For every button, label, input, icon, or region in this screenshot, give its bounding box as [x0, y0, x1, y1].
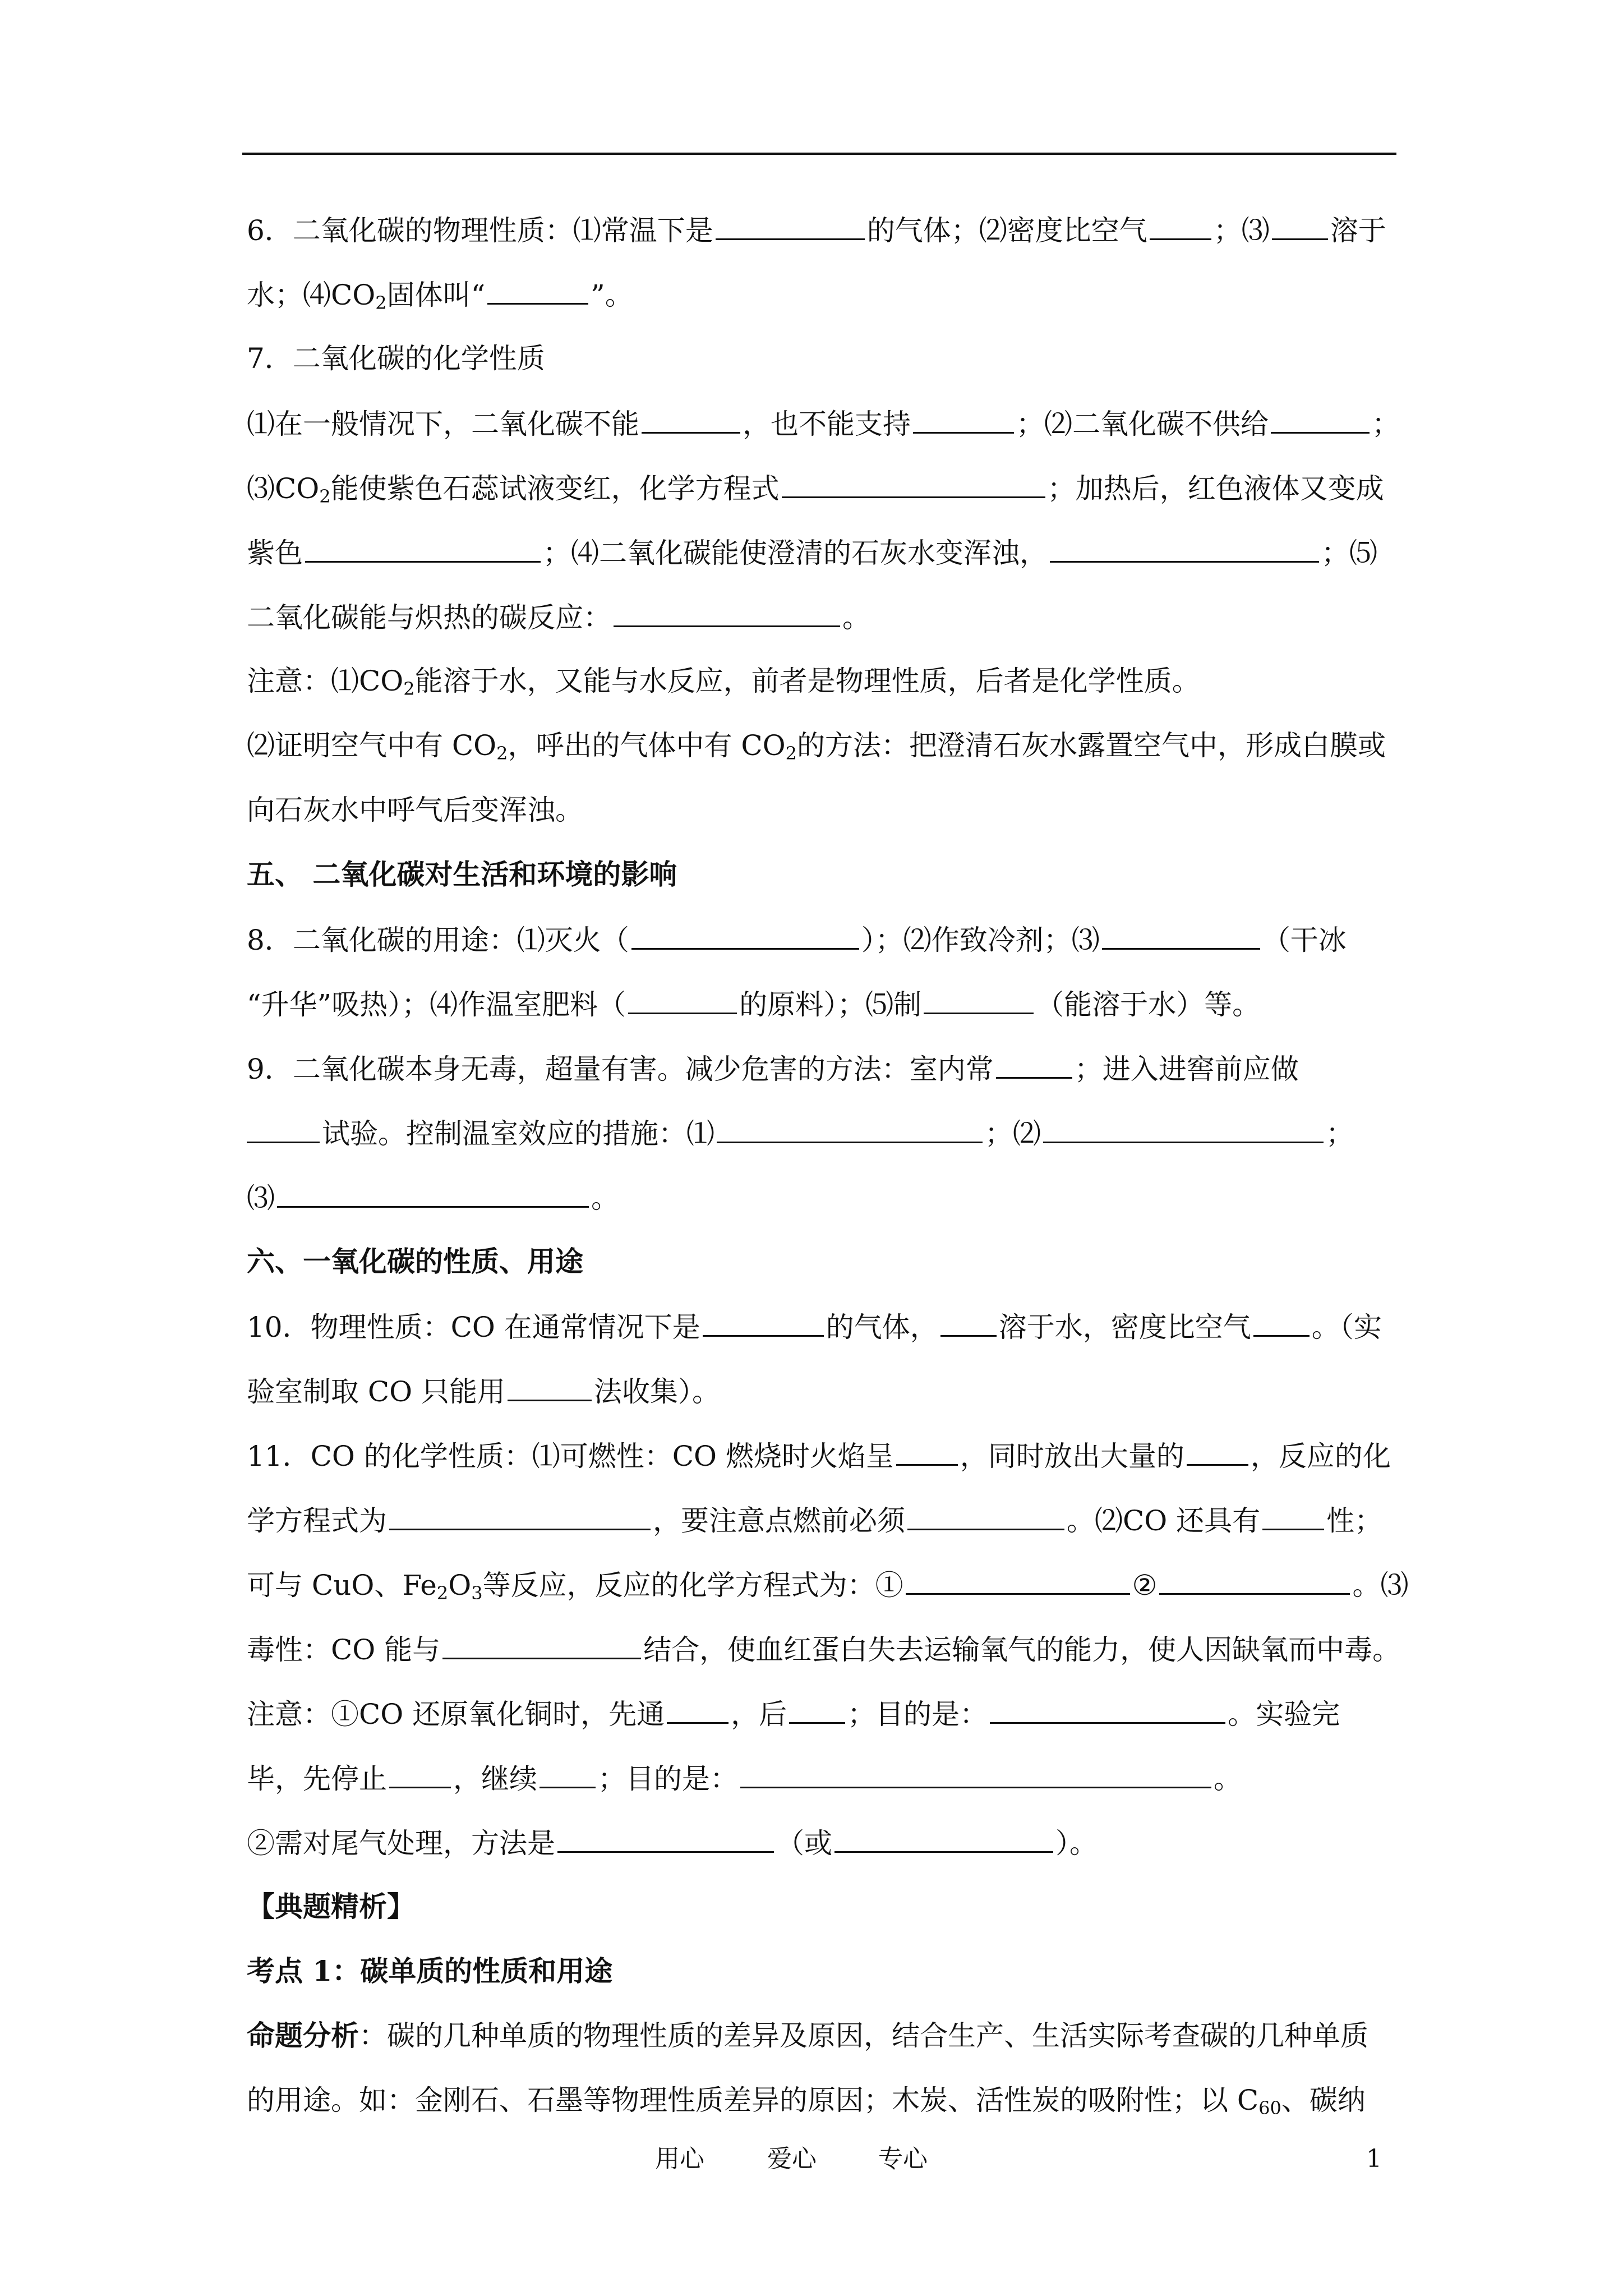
examples-heading: 【典题精析】	[247, 1890, 415, 1923]
answer-blank[interactable]	[487, 277, 588, 305]
answer-blank[interactable]	[277, 1180, 589, 1208]
answer-blank[interactable]	[557, 1825, 774, 1853]
q10-line-1: 10．物理性质：CO 在通常情况下是 的气体， 溶于水，密度比空气 。（实	[247, 1309, 1382, 1344]
note2-line-3: ②需对尾气处理，方法是 （或 ）。	[247, 1825, 1098, 1860]
q7-line-4: 二氧化碳能与炽热的碳反应： 。	[247, 600, 870, 634]
answer-blank[interactable]	[1159, 1567, 1350, 1595]
answer-blank[interactable]	[1043, 1116, 1324, 1143]
header-rule	[242, 153, 1396, 155]
footer-text: 用心	[655, 2145, 704, 2173]
answer-blank[interactable]	[1150, 213, 1211, 240]
q7-line-3: 紫色 ；⑷二氧化碳能使澄清的石灰水变浑浊， ；⑸	[247, 535, 1377, 570]
answer-blank[interactable]	[940, 1309, 997, 1337]
answer-blank[interactable]	[1050, 535, 1319, 563]
q11-line-1: 11．CO 的化学性质：⑴可燃性：CO 燃烧时火焰呈 ，同时放出大量的 ，反应的化	[247, 1438, 1391, 1473]
answer-blank[interactable]	[614, 600, 840, 627]
q7-line-2: $⑶CO_2$能使紫色石蕊试液变红，化学方程式 ；加热后，红色液体又变成	[247, 471, 1384, 513]
q8-line-1: 8．二氧化碳的用途：⑴灭火（ ）；⑵作致冷剂；⑶ （干冰	[247, 922, 1347, 957]
answer-blank[interactable]	[1102, 922, 1260, 950]
note2-line-1: 注意：①CO 还原氧化铜时，先通 ，后 ；目的是： 。实验完	[247, 1696, 1340, 1731]
answer-blank[interactable]	[717, 1116, 983, 1143]
footer-text: 专心	[878, 2145, 928, 2173]
q7-line-1: ⑴在一般情况下，二氧化碳不能 ，也不能支持 ；⑵二氧化碳不供给 ；	[247, 406, 1400, 441]
answer-blank[interactable]	[628, 987, 737, 1014]
analysis-line-1: 命题分析：碳的几种单质的物理性质的差异及原因，结合生产、生活实际考查碳的几种单质	[247, 2019, 1368, 2052]
answer-blank[interactable]	[667, 1696, 728, 1724]
q9-line-3: ⑶ 。	[247, 1180, 619, 1215]
answer-blank[interactable]	[703, 1309, 824, 1337]
q11-line-2: 学方程式为 ，要注意点燃前必须 。⑵CO 还具有 性；	[247, 1503, 1382, 1538]
answer-blank[interactable]	[913, 406, 1014, 434]
answer-blank[interactable]	[247, 1116, 320, 1143]
q7-title: 7．二氧化碳的化学性质	[247, 342, 545, 375]
answer-blank[interactable]	[834, 1825, 1053, 1853]
section-heading: 五、 二氧化碳对生活和环境的影响	[247, 858, 677, 891]
answer-blank[interactable]	[740, 1761, 1211, 1788]
section-heading: 六、一氧化碳的性质、用途	[247, 1245, 583, 1278]
q11-line-3: 可与 CuO、$Fe_2O_3$等反应，反应的化学方程式为：① ② 。⑶	[247, 1567, 1408, 1610]
footer-text: 爱心	[767, 2145, 817, 2173]
answer-blank[interactable]	[996, 1051, 1072, 1079]
answer-blank[interactable]	[896, 1438, 958, 1466]
answer-blank[interactable]	[442, 1632, 641, 1659]
q6-line-1: 6．二氧化碳的物理性质：⑴常温下是 的气体；⑵密度比空气 ；⑶ 溶于	[247, 213, 1386, 247]
q10-line-2: 验室制取 CO 只能用 法收集）。	[247, 1374, 720, 1409]
answer-blank[interactable]	[1271, 406, 1370, 434]
answer-blank[interactable]	[389, 1503, 651, 1530]
answer-blank[interactable]	[305, 535, 541, 563]
answer-blank[interactable]	[782, 471, 1045, 498]
answer-blank[interactable]	[540, 1761, 596, 1788]
note1-line-2: ⑵证明空气中有 $CO_2$，呼出的气体中有 $CO_2$的方法：把澄清石灰水露置空气中，形成白膜或	[247, 729, 1386, 764]
answer-blank[interactable]	[924, 987, 1034, 1014]
answer-blank[interactable]	[1262, 1503, 1324, 1530]
answer-blank[interactable]	[990, 1696, 1225, 1724]
answer-blank[interactable]	[1272, 213, 1328, 240]
answer-blank[interactable]	[716, 213, 865, 240]
q6-line-2: 水；$⑷CO_2$固体叫“ ”。	[247, 277, 633, 320]
q9-line-1: 9．二氧化碳本身无毒，超量有害。减少危害的方法：室内常 ；进入进窖前应做	[247, 1051, 1299, 1086]
answer-blank[interactable]	[1187, 1438, 1248, 1466]
q8-line-2: “升华”吸热）；⑷作温室肥料（ 的原料）；⑸制 （能溶于水）等。	[247, 987, 1260, 1022]
analysis-line-2: 的用途。如：金刚石、石墨等物理性质差异的原因；木炭、活性炭的吸附性；以 $C_{60}$、碳纳	[247, 2084, 1366, 2119]
note1-line-1: 注意：$⑴CO_2$能溶于水，又能与水反应，前者是物理性质，后者是化学性质。	[247, 665, 1200, 700]
answer-blank[interactable]	[508, 1374, 592, 1401]
q9-line-2: 试验。控制温室效应的措施：⑴ ；⑵ ；	[247, 1116, 1354, 1151]
answer-blank[interactable]	[907, 1503, 1064, 1530]
answer-blank[interactable]	[906, 1567, 1130, 1595]
answer-blank[interactable]	[1253, 1309, 1310, 1337]
answer-blank[interactable]	[389, 1761, 451, 1788]
answer-blank[interactable]	[642, 406, 740, 434]
page-number: 1	[1366, 2145, 1382, 2173]
q11-line-4: 毒性：CO 能与 结合，使血红蛋白失去运输氧气的能力，使人因缺氧而中毒。	[247, 1632, 1400, 1667]
kaodian-heading: 考点 1：碳单质的性质和用途	[247, 1954, 613, 1987]
note1-line-3: 向石灰水中呼气后变浑浊。	[247, 794, 583, 826]
answer-blank[interactable]	[631, 922, 859, 950]
note2-line-2: 毕，先停止 ，继续 ；目的是： 。	[247, 1761, 1242, 1796]
answer-blank[interactable]	[789, 1696, 845, 1724]
